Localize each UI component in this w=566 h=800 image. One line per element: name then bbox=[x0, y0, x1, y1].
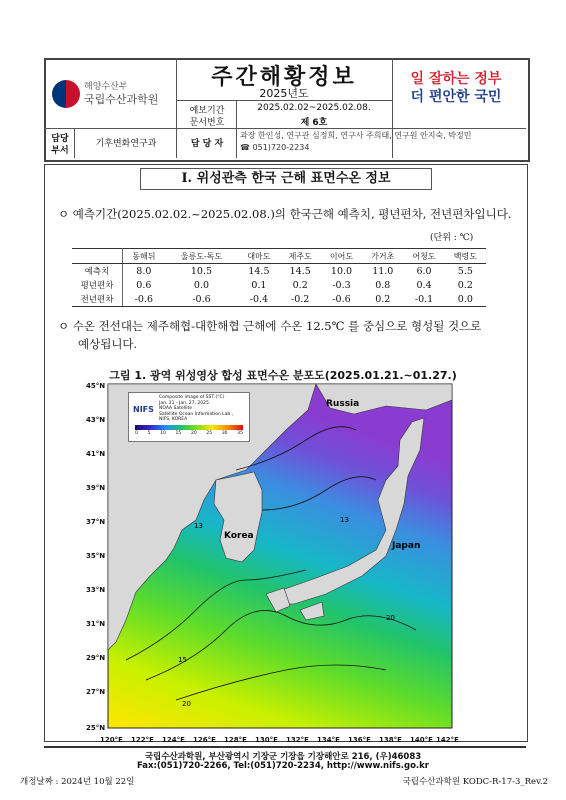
docno-label: 문서번호 bbox=[189, 118, 225, 128]
lat-label: 39°N bbox=[86, 484, 106, 492]
footer-address: 국립수산과학원, 부산광역시 기장군 기장읍 기장해안로 216, (우)46083 bbox=[144, 752, 422, 762]
column-header: 울릉도-독도 bbox=[165, 249, 239, 264]
divider bbox=[44, 128, 526, 129]
divider bbox=[176, 128, 177, 158]
divider bbox=[236, 100, 237, 128]
table-cell: 10.0 bbox=[330, 265, 353, 277]
legend-line: Satellite Ocean Information Lab., bbox=[159, 411, 234, 417]
table-cell: 8.0 bbox=[136, 265, 152, 277]
person-label: 담 당 자 bbox=[190, 139, 224, 149]
contour-label: 13 bbox=[340, 516, 349, 524]
table-cell: 10.5 bbox=[190, 265, 213, 277]
lat-label: 37°N bbox=[86, 518, 106, 526]
column-header: 가거초 bbox=[362, 249, 403, 264]
column-header: 이어도 bbox=[321, 249, 362, 264]
lon-label: 136°E bbox=[348, 736, 371, 744]
lon-label: 134°E bbox=[317, 736, 340, 744]
footer-rule bbox=[44, 746, 526, 748]
slogan-line1: 일 잘하는 정부 bbox=[410, 71, 502, 87]
nifs-logo: NIFS bbox=[133, 405, 154, 414]
table-cell: 5.5 bbox=[457, 265, 473, 277]
table-cell: 0.2 bbox=[457, 279, 473, 291]
table-row bbox=[72, 264, 486, 279]
front-paragraph-cont: 예상됩니다. bbox=[78, 337, 138, 351]
colorbar-ticks bbox=[135, 431, 243, 436]
table-cell: 6.0 bbox=[416, 265, 432, 277]
lat-label: 45°N bbox=[86, 382, 106, 390]
table-cell: 0.6 bbox=[136, 279, 152, 291]
table-row bbox=[72, 278, 486, 292]
colorbar-tick: 30 bbox=[221, 431, 228, 436]
year: 2025년도 bbox=[259, 87, 309, 100]
table-cell: -0.3 bbox=[332, 279, 351, 291]
table-cell: 0.1 bbox=[251, 279, 267, 291]
table-cell: -0.1 bbox=[403, 292, 444, 307]
table-row bbox=[72, 292, 486, 307]
colorbar-tick: 20 bbox=[190, 431, 197, 436]
column-header: 어청도 bbox=[403, 249, 444, 264]
contour-label: 20 bbox=[386, 614, 395, 622]
lon-label: 142°E bbox=[436, 736, 459, 744]
table-cell: -0.4 bbox=[238, 292, 279, 307]
lat-label: 43°N bbox=[86, 416, 106, 424]
table-header-row bbox=[72, 249, 486, 264]
divider bbox=[74, 128, 75, 158]
lon-label: 122°E bbox=[131, 736, 154, 744]
section-title: I. 위성관측 한국 근해 표면수온 정보 bbox=[140, 168, 432, 190]
table-cell: 0.4 bbox=[416, 279, 432, 291]
sst-table bbox=[72, 248, 486, 307]
label-japan: Japan bbox=[392, 541, 421, 551]
lon-label: 140°E bbox=[410, 736, 433, 744]
revision-date: 개정날짜 : 2024년 10월 22일 bbox=[20, 777, 135, 787]
forecast-period: 2025.02.02~2025.02.08. bbox=[257, 103, 371, 113]
table-cell: 0.0 bbox=[445, 292, 486, 307]
column-header: 백령도 bbox=[445, 249, 486, 264]
table-cell: 14.5 bbox=[289, 265, 311, 277]
table-cell: -0.6 bbox=[321, 292, 362, 307]
column-header: 동해뒤 bbox=[123, 249, 165, 264]
figure-title: 그림 1. 광역 위성영상 합성 표면수온 분포도(2025.01.21.~01.27.) bbox=[109, 369, 457, 382]
document-code: 국립수산과학원 KODC-R-17-3_Rev.2 bbox=[402, 777, 548, 787]
legend-line: Composite image of SST (°C) bbox=[159, 395, 225, 400]
colorbar-tick: 25 bbox=[206, 431, 213, 436]
lat-label: 31°N bbox=[86, 620, 106, 628]
legend-line: Jan. 21 - Jan. 27, 2025 bbox=[159, 400, 209, 406]
lat-label: 41°N bbox=[86, 450, 106, 458]
legend-line: NOAA Satellite bbox=[159, 406, 192, 411]
lat-label: 33°N bbox=[86, 586, 106, 594]
forecast-paragraph: ㅇ 예측기간(2025.02.02.~2025.02.08.)의 한국근해 예측치, 평년편차, 전년편차입니다. bbox=[58, 207, 512, 221]
ministry-name: 해양수산부 bbox=[84, 82, 128, 92]
column-header: 제주도 bbox=[280, 249, 321, 264]
divider bbox=[236, 128, 237, 158]
footer-contact: Fax:(051)720-2266, Tel:(051)720-2234, http://www.nifs.go.kr bbox=[137, 761, 429, 771]
table-cell: -0.6 bbox=[123, 292, 165, 307]
contour-label: 13 bbox=[194, 522, 203, 530]
colorbar-tick: 15 bbox=[175, 431, 182, 436]
lon-label: 124°E bbox=[162, 736, 185, 744]
unit-label: (단위 : ℃) bbox=[430, 233, 474, 243]
lat-label: 35°N bbox=[86, 552, 106, 560]
table-cell: 11.0 bbox=[372, 265, 394, 277]
legend-line: NIFS, KOREA bbox=[159, 417, 188, 422]
lat-label: 25°N bbox=[86, 724, 106, 732]
row-label: 평년편차 bbox=[72, 278, 123, 292]
table-cell: 14.5 bbox=[248, 265, 270, 277]
staff-names: 과장 한인성, 연구관 심정희, 연구사 주희태, 연구원 안지숙, 박정민 bbox=[240, 131, 472, 140]
colorbar-tick: 35 bbox=[237, 431, 243, 436]
department: 기후변화연구과 bbox=[95, 139, 157, 149]
legend-text bbox=[159, 395, 233, 423]
lon-label: 126°E bbox=[193, 736, 216, 744]
dept-label: 담당 bbox=[51, 134, 69, 144]
front-paragraph: ㅇ 수온 전선대는 제주해협-대한해협 근해에 수온 12.5℃ 를 중심으로 형성될 것으로 bbox=[58, 319, 482, 333]
colorbar-tick: 5 bbox=[147, 431, 151, 436]
page-title: 주간해황정보 bbox=[211, 65, 357, 90]
column-header: 대마도 bbox=[238, 249, 279, 264]
row-label: 예측치 bbox=[72, 264, 123, 279]
slogan-line2: 더 편안한 국민 bbox=[410, 89, 502, 105]
colorbar bbox=[135, 425, 243, 430]
phone: ☎ 051)720-2234 bbox=[240, 143, 310, 152]
contour-label: 15 bbox=[178, 656, 187, 664]
dept-label: 부서 bbox=[51, 146, 69, 156]
table-cell: 0.8 bbox=[375, 279, 391, 291]
table-cell: -0.2 bbox=[280, 292, 321, 307]
map-legend bbox=[128, 392, 250, 442]
row-label: 전년편차 bbox=[72, 292, 123, 307]
divider bbox=[392, 58, 393, 158]
lon-label: 138°E bbox=[379, 736, 402, 744]
contour-label: 20 bbox=[182, 700, 191, 708]
table-cell: 0.2 bbox=[362, 292, 403, 307]
institute-name: 국립수산과학원 bbox=[84, 93, 159, 106]
lon-label: 120°E bbox=[100, 736, 123, 744]
lon-label: 130°E bbox=[255, 736, 278, 744]
table-cell: 0.0 bbox=[193, 279, 210, 291]
lat-label: 27°N bbox=[86, 688, 106, 696]
label-russia: Russia bbox=[326, 399, 360, 409]
table-cell: 0.2 bbox=[292, 279, 308, 291]
forecast-label: 예보기간 bbox=[189, 106, 225, 116]
lon-label: 128°E bbox=[224, 736, 247, 744]
colorbar-tick: 0 bbox=[135, 431, 138, 436]
government-logo-icon bbox=[52, 80, 80, 108]
lat-label: 29°N bbox=[86, 654, 106, 662]
colorbar-tick: 10 bbox=[160, 431, 166, 436]
issue-number: 제 6호 bbox=[300, 118, 328, 128]
table-cell: -0.6 bbox=[165, 292, 239, 307]
label-korea: Korea bbox=[224, 531, 254, 541]
lon-label: 132°E bbox=[286, 736, 309, 744]
